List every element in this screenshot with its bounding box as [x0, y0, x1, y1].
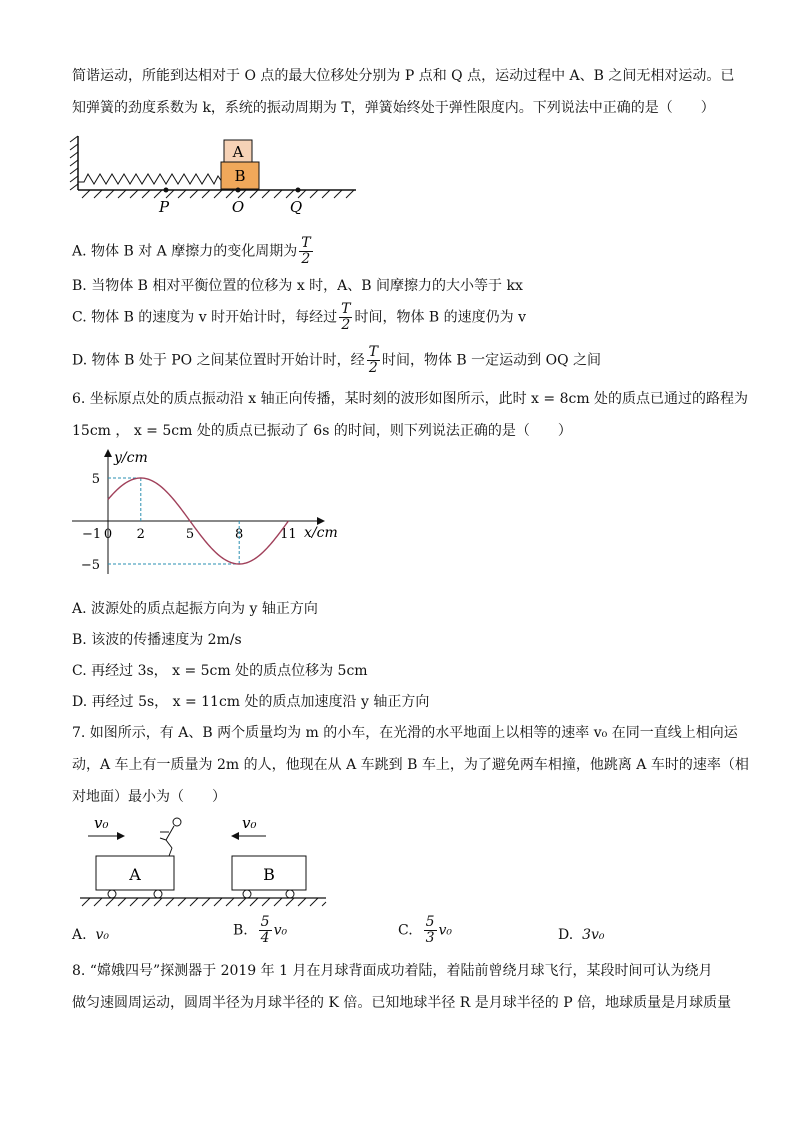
- q6-option-b: B. 该波的传播速度为 2m/s: [72, 632, 242, 648]
- cart-b-wheel: [286, 890, 294, 898]
- ground-hatch: [82, 898, 326, 906]
- ground-hatch: [82, 190, 354, 198]
- point-q: [296, 188, 301, 193]
- fraction: $\frac{5}{3}$: [425, 914, 435, 946]
- q5-stem-line2: 知弹簧的劲度系数为 k，系统的振动周期为 T，弹簧始终处于弹性限度内。下列说法中正确的是（ ）: [72, 100, 715, 116]
- block-a-label: A: [232, 143, 244, 161]
- q7-option-b: B. $\frac{5}{4}$ v₀: [233, 914, 288, 946]
- q5-option-c: C. 物体 B 的速度为 v 时开始计时，每经过 $\frac{T}{2}$ 时间，物体 B 的速度仍为 v: [72, 301, 527, 333]
- point-p: [164, 188, 169, 193]
- block-b-label: B: [234, 167, 246, 185]
- label-p: P: [158, 198, 170, 214]
- q7-option-a: A. v₀: [72, 927, 109, 943]
- q7-carts-figure: [76, 810, 346, 910]
- q6-stem-line2: 15cm ， x = 5cm 处的质点已振动了 6s 的时间，则下列说法正确的是（ ）: [72, 423, 572, 439]
- fraction: $\frac{T}{2}$: [301, 235, 311, 267]
- spring: [78, 174, 222, 184]
- q7-stem-line3: 对地面）最小为（ ）: [72, 789, 226, 805]
- q5-stem-line1: 简谐运动，所能到达相对于 O 点的最大位移处分别为 P 点和 Q 点，运动过程中 A、B 之间无相对运动。已: [72, 68, 735, 84]
- q6-stem-line1: 6. 坐标原点处的质点振动沿 x 轴正向传播，某时刻的波形如图所示，此时 x = 8cm 处的质点已通过的路程为: [72, 391, 749, 407]
- cart-a-wheel: [154, 890, 162, 898]
- q6-wave-chart: [66, 442, 366, 582]
- x-tick-label: 2: [136, 527, 145, 542]
- cart-b-wheel: [243, 890, 251, 898]
- fraction: $\frac{5}{4}$: [260, 914, 270, 946]
- label-o: O: [231, 198, 245, 214]
- x-axis-label: x/cm: [304, 525, 338, 541]
- q5-spring-figure: [68, 134, 368, 214]
- x-tick-label: −1: [82, 527, 102, 542]
- q7-option-c: C. $\frac{5}{3}$ v₀: [398, 914, 453, 946]
- q7-stem-line2: 动，A 车上有一质量为 2m 的人，他现在从 A 车跳到 B 车上，为了避免两车相撞，他跳离 A 车时的速率（相: [72, 757, 749, 773]
- x-tick-label: 5: [185, 527, 195, 542]
- q5-option-d: D. 物体 B 处于 PO 之间某位置时开始计时，经 $\frac{T}{2}$ 时间，物体 B 一定运动到 OQ 之间: [72, 344, 602, 376]
- velocity-label-left: v₀: [94, 814, 109, 832]
- q7-option-d: D. 3v₀: [558, 927, 605, 943]
- velocity-label-right: v₀: [242, 814, 257, 832]
- y-axis-label: y/cm: [114, 450, 148, 466]
- q5-option-b: B. 当物体 B 相对平衡位置的位移为 x 时，A、B 间摩擦力的大小等于 kx: [72, 278, 523, 294]
- q7-stem-line1: 7. 如图所示，有 A、B 两个质量均为 m 的小车，在光滑的水平地面上以相等的速率 v₀ 在同一直线上相向运: [72, 725, 738, 741]
- q6-option-a: A. 波源处的质点起振方向为 y 轴正方向: [72, 601, 318, 617]
- cart-b-label: B: [263, 865, 275, 884]
- q6-option-c: C. 再经过 3s， x = 5cm 处的质点位移为 5cm: [72, 663, 368, 679]
- person-figure: [160, 818, 181, 856]
- wall-hatch: [70, 136, 78, 190]
- x-tick-label: 8: [235, 527, 244, 542]
- q5-option-a: A. 物体 B 对 A 摩擦力的变化周期为 $\frac{T}{2}$: [72, 235, 311, 267]
- q8-stem-line2: 做匀速圆周运动，圆周半径为月球半径的 K 倍。已知地球半径 R 是月球半径的 P 倍，地球质量是月球质量: [72, 995, 732, 1011]
- label-q: Q: [289, 198, 303, 214]
- cart-a-label: A: [129, 865, 141, 884]
- y-tick-label: 5: [91, 472, 100, 487]
- x-tick-label: 0: [103, 527, 113, 542]
- point-o: [236, 188, 241, 193]
- fraction: $\frac{T}{2}$: [341, 301, 351, 333]
- q6-option-d: D. 再经过 5s， x = 11cm 处的质点加速度沿 y 轴正方向: [72, 694, 430, 710]
- y-tick-label: −5: [80, 558, 100, 573]
- x-tick-label: 11: [280, 527, 297, 542]
- fraction: $\frac{T}{2}$: [368, 344, 378, 376]
- cart-a-wheel: [108, 890, 116, 898]
- q8-stem-line1: 8. “嫦娥四号”探测器于 2019 年 1 月在月球背面成功着陆，着陆前曾绕月球飞行，某段时间可认为绕月: [72, 963, 713, 979]
